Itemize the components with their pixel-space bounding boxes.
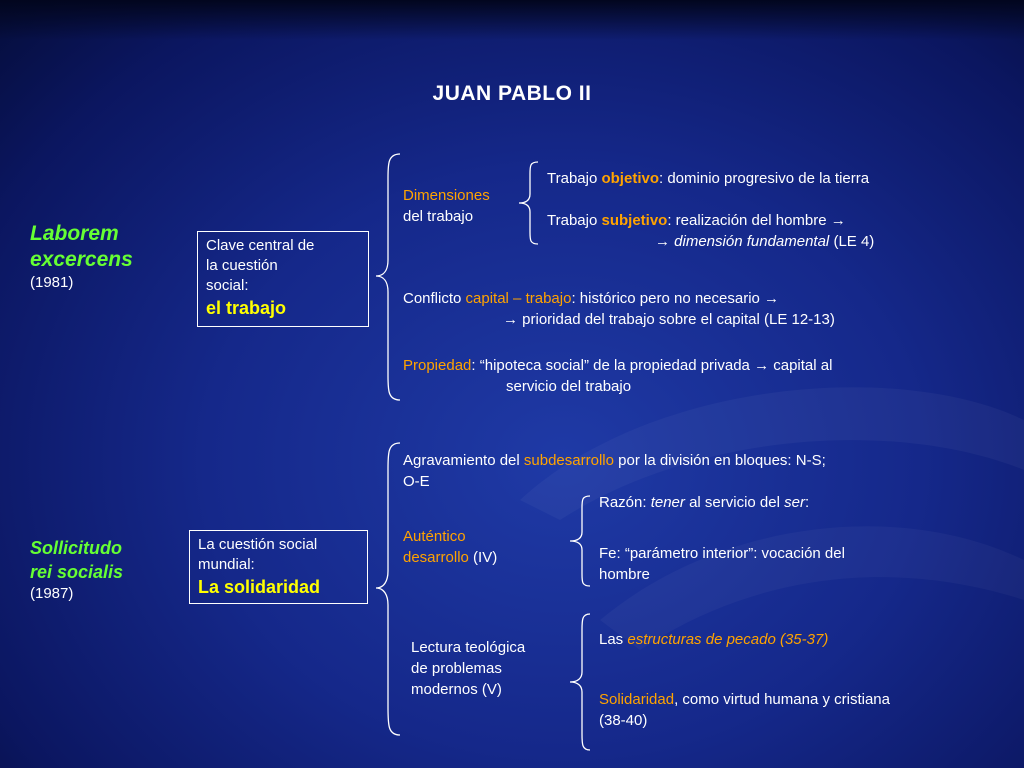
laborem-key-box: [197, 231, 369, 327]
conflicto-consequence: prioridad del trabajo sobre el capital (LE 12-13): [522, 311, 835, 328]
razon-middle: al servicio del: [684, 494, 785, 511]
sollicitudo-box-line1: La cuestión social: [198, 536, 318, 553]
propiedad-line1: [403, 355, 832, 376]
fe-line2: hombre: [599, 566, 650, 583]
propiedad-emphasis: Propiedad: [403, 357, 472, 374]
subjetivo-description: : realización del hombre: [667, 212, 831, 229]
dimension-fundamental-text: [655, 231, 874, 252]
arrow-icon: →: [655, 233, 670, 250]
laborem-main-brace: [372, 152, 402, 402]
agravamiento-line2: O-E: [403, 473, 430, 490]
fe-text: [599, 543, 845, 585]
autentico-label-line2: desarrollo: [403, 549, 469, 566]
autentico-label-line1: Auténtico: [403, 528, 466, 545]
solidaridad-ref: (38-40): [599, 712, 648, 729]
agravamiento-description: por la división en bloques: N-S;: [613, 452, 826, 469]
arrow-icon: →: [830, 212, 846, 229]
top-dark-band: [0, 0, 1024, 40]
agravamiento-line1: [403, 450, 826, 471]
lectura-teologica-label: [411, 637, 525, 700]
sollicitudo-box-theme: La solidaridad: [198, 577, 321, 597]
trabajo-objetivo-text: [547, 168, 869, 189]
laborem-title-line1: Laborem: [30, 222, 119, 245]
estructuras-pecado-text: [599, 629, 828, 650]
lectura-label-line3: modernos (V): [411, 681, 502, 698]
encyclical-laborem-exercens: [30, 221, 133, 293]
page-title: JUAN PABLO II: [432, 82, 592, 105]
subjetivo-prefix: Trabajo: [547, 212, 602, 229]
solidaridad-text: [599, 689, 890, 731]
autentico-desarrollo-label: [403, 526, 497, 568]
propiedad-description-2: capital al: [769, 357, 833, 374]
dimensiones-brace: [516, 160, 540, 246]
arrow-icon: →: [764, 290, 780, 307]
laborem-box-theme: el trabajo: [206, 298, 287, 318]
subjetivo-emphasis: subjetivo: [601, 212, 668, 229]
razon-prefix: Razón:: [599, 494, 651, 511]
solidaridad-description: , como virtud humana y cristiana: [674, 691, 890, 708]
objetivo-prefix: Trabajo: [547, 170, 602, 187]
razon-text: [599, 492, 809, 513]
razon-ser: ser: [784, 494, 805, 511]
laborem-title-line2: excercens: [30, 248, 133, 271]
conflicto-line2: [503, 309, 835, 330]
dimensiones-label-line2: del trabajo: [403, 208, 474, 225]
propiedad-description: : “hipoteca social” de la propiedad privada: [471, 357, 755, 374]
conflicto-line1: [403, 288, 779, 309]
autentico-label-ref: (IV): [468, 549, 498, 566]
laborem-box-line1: Clave central de: [206, 237, 315, 254]
conflicto-prefix: Conflicto: [403, 290, 466, 307]
conflicto-description: : histórico pero no necesario: [571, 290, 765, 307]
agravamiento-emphasis: subdesarrollo: [523, 452, 614, 469]
agravamiento-prefix: Agravamiento del: [403, 452, 524, 469]
sollicitudo-year: (1987): [30, 585, 74, 602]
laborem-box-line3: social:: [206, 277, 249, 294]
estructuras-ref: (35-37): [775, 631, 829, 648]
estructuras-prefix: Las: [599, 631, 628, 648]
laborem-box-line2: la cuestión: [206, 257, 278, 274]
sollicitudo-main-brace: [372, 441, 402, 737]
razon-colon: :: [804, 494, 810, 511]
estructuras-emphasis: estructuras de pecado: [627, 631, 776, 648]
propiedad-line2: servicio del trabajo: [506, 378, 632, 395]
trabajo-subjetivo-text: [547, 210, 846, 231]
objetivo-description: : dominio progresivo de la tierra: [659, 170, 870, 187]
sollicitudo-title-line1: Sollicitudo: [30, 538, 122, 558]
arrow-icon: →: [503, 311, 518, 328]
arrow-icon: →: [754, 357, 770, 374]
encyclical-sollicitudo-rei-socialis: [30, 536, 123, 604]
sollicitudo-title-line2: rei socialis: [30, 562, 124, 582]
razon-tener: tener: [650, 494, 685, 511]
sollicitudo-key-box: [189, 530, 368, 604]
sollicitudo-box-line2: mundial:: [198, 556, 255, 573]
laborem-year: (1981): [30, 274, 74, 291]
lectura-label-line1: Lectura teológica: [411, 639, 526, 656]
dimensiones-label-line1: Dimensiones: [403, 187, 490, 204]
dimension-fundamental-italic: dimensión fundamental: [674, 233, 830, 250]
dimensiones-label: [403, 185, 490, 227]
solidaridad-emphasis: Solidaridad: [599, 691, 675, 708]
fe-line1: Fe: “parámetro interior”: vocación del: [599, 545, 845, 562]
objetivo-emphasis: objetivo: [601, 170, 659, 187]
lectura-brace: [566, 612, 592, 752]
dimension-fundamental-ref: (LE 4): [829, 233, 875, 250]
lectura-label-line2: de problemas: [411, 660, 502, 677]
autentico-brace: [566, 494, 592, 588]
conflicto-emphasis: capital – trabajo: [465, 290, 572, 307]
